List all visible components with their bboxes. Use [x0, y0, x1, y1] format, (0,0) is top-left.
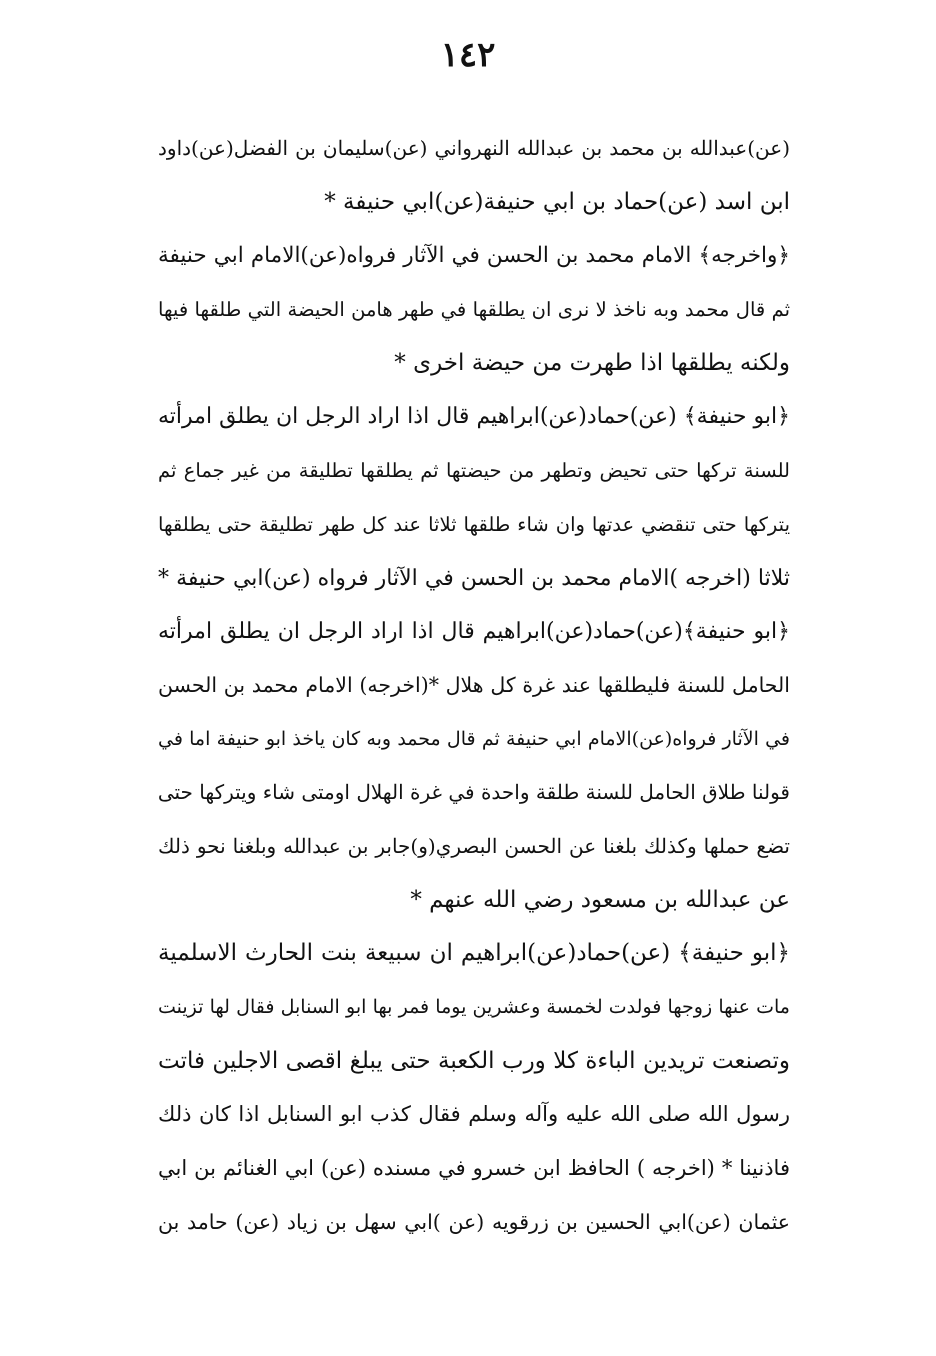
text-line: (عن)عبدالله بن محمد بن عبدالله النهرواني (عن)سليمان بن الفضل(عن)داود — [158, 136, 790, 160]
text-line: ابن اسد (عن)حماد بن ابي حنيفة(عن)ابي حنيفة * — [324, 188, 790, 215]
text-line: رسول الله صلى الله عليه وآله وسلم فقال كذب ابو السنابل اذا كان ذلك — [158, 1102, 790, 1127]
text-line: ثم قال محمد وبه ناخذ لا نرى ان يطلقها في طهر هامن الحيضة التي طلقها فيها — [158, 298, 790, 322]
text-line: فاذنينا * (اخرجه ) الحافظ ابن خسرو في مسنده (عن) ابي الغنائم بن ابي — [158, 1156, 790, 1181]
text-line: تضع حملها وكذلك بلغنا عن الحسن البصري(و)جابر بن عبدالله وبلغنا نحو ذلك — [158, 833, 790, 858]
page-number: ١٤٢ — [440, 35, 496, 75]
text-line: وتصنعت تريدين الباءة كلا ورب الكعبة حتى يبلغ اقصى الاجلين فاتت — [158, 1047, 790, 1074]
text-line: في الآثار فرواه(عن)الامام ابي حنيفة ثم قال محمد وبه كان ياخذ ابو حنيفة اما في — [158, 727, 790, 750]
text-line: ﴿ابو حنيفة﴾ (عن)حماد(عن)ابراهيم ان سبيعة بنت الحارث الاسلمية — [158, 940, 790, 967]
text-line: ﴿ابو حنيفة﴾(عن)حماد(عن)ابراهيم قال اذا اراد الرجل ان يطلق امرأته — [158, 619, 790, 645]
text-line: ﴿ابو حنيفة﴾ (عن)حماد(عن)ابراهيم قال اذا اراد الرجل ان يطلق امرأته — [158, 404, 790, 430]
text-line: يتركها حتى تنقضي عدتها وان شاء طلقها ثلاثا عند كل طهر تطليقة حتى يطلقها — [158, 512, 790, 536]
text-line: مات عنها زوجها فولدت لخمسة وعشرين يوما فمر بها ابو السنابل فقال لها تزينت — [158, 996, 790, 1018]
text-line: عثمان (عن)ابي الحسين بن زرقويه (عن )ابي سهل بن زياد (عن) حامد بن — [158, 1209, 790, 1234]
text-line: ولكنه يطلقها اذا طهرت من حيضة اخرى * — [394, 349, 790, 376]
text-line: ثلاثا (اخرجه )الامام محمد بن الحسن في الآثار فرواه (عن)ابي حنيفة * — [158, 565, 790, 591]
text-line: للسنة تركها حتى تحيض وتطهر من حيضتها ثم يطلقها تطليقة من غير جماع ثم — [158, 459, 790, 483]
text-line: قولنا طلاق الحامل للسنة طلقة واحدة في غرة الهلال اومتى شاء ويتركها حتى — [158, 780, 790, 805]
text-line: ﴿واخرجه﴾ الامام محمد بن الحسن في الآثار فرواه(عن)الامام ابي حنيفة — [158, 243, 790, 269]
text-line: الحامل للسنة فليطلقها عند غرة كل هلال *(اخرجه) الامام محمد بن الحسن — [158, 672, 790, 697]
text-line: عن عبدالله بن مسعود رضي الله عنهم * — [410, 886, 790, 913]
page-text — [158, 122, 790, 1249]
